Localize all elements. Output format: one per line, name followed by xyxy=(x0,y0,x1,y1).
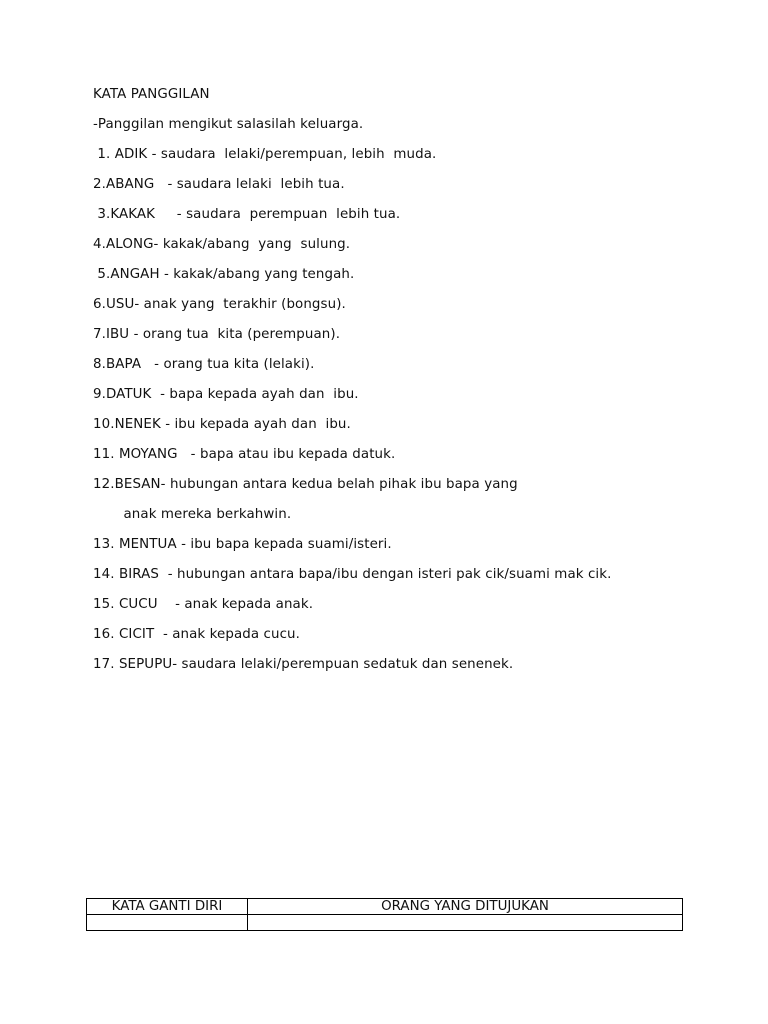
list-item: 10.NENEK - ibu kepada ayah dan ibu. xyxy=(93,417,351,432)
table-header-cell: KATA GANTI DIRI xyxy=(87,899,248,915)
list-item: 4.ALONG- kakak/abang yang sulung. xyxy=(93,237,351,252)
list-item: 6.USU- anak yang terakhir (bongsu). xyxy=(93,297,346,312)
list-item: 1. ADIK - saudara lelaki/perempuan, lebih muda. xyxy=(93,147,437,162)
list-item-continuation: anak mereka berkahwin. xyxy=(93,507,292,522)
table-cell xyxy=(248,915,683,931)
table-header-cell: ORANG YANG DITUJUKAN xyxy=(248,899,683,915)
list-item: 16. CICIT - anak kepada cucu. xyxy=(93,627,300,642)
list-item: 2.ABANG - saudara lelaki lebih tua. xyxy=(93,177,345,192)
list-item: 15. CUCU - anak kepada anak. xyxy=(93,597,314,612)
list-item: 9.DATUK - bapa kepada ayah dan ibu. xyxy=(93,387,359,402)
table-row xyxy=(87,915,683,931)
table-cell xyxy=(87,915,248,931)
list-item: 8.BAPA - orang tua kita (lelaki). xyxy=(93,357,315,372)
pronoun-table xyxy=(86,898,683,931)
list-item: 14. BIRAS - hubungan antara bapa/ibu dengan isteri pak cik/suami mak cik. xyxy=(93,567,612,582)
list-item: 13. MENTUA - ibu bapa kepada suami/isteri. xyxy=(93,537,392,552)
document-title: KATA PANGGILAN xyxy=(93,87,210,102)
list-item: 11. MOYANG - bapa atau ibu kepada datuk. xyxy=(93,447,396,462)
list-item: 12.BESAN- hubungan antara kedua belah pihak ibu bapa yang xyxy=(93,477,518,492)
document-subtitle: -Panggilan mengikut salasilah keluarga. xyxy=(93,117,364,132)
list-item: 17. SEPUPU- saudara lelaki/perempuan sedatuk dan senenek. xyxy=(93,657,514,672)
list-item: 3.KAKAK - saudara perempuan lebih tua. xyxy=(93,207,401,222)
table-header-row xyxy=(87,899,683,915)
list-item: 7.IBU - orang tua kita (perempuan). xyxy=(93,327,341,342)
list-item: 5.ANGAH - kakak/abang yang tengah. xyxy=(93,267,355,282)
